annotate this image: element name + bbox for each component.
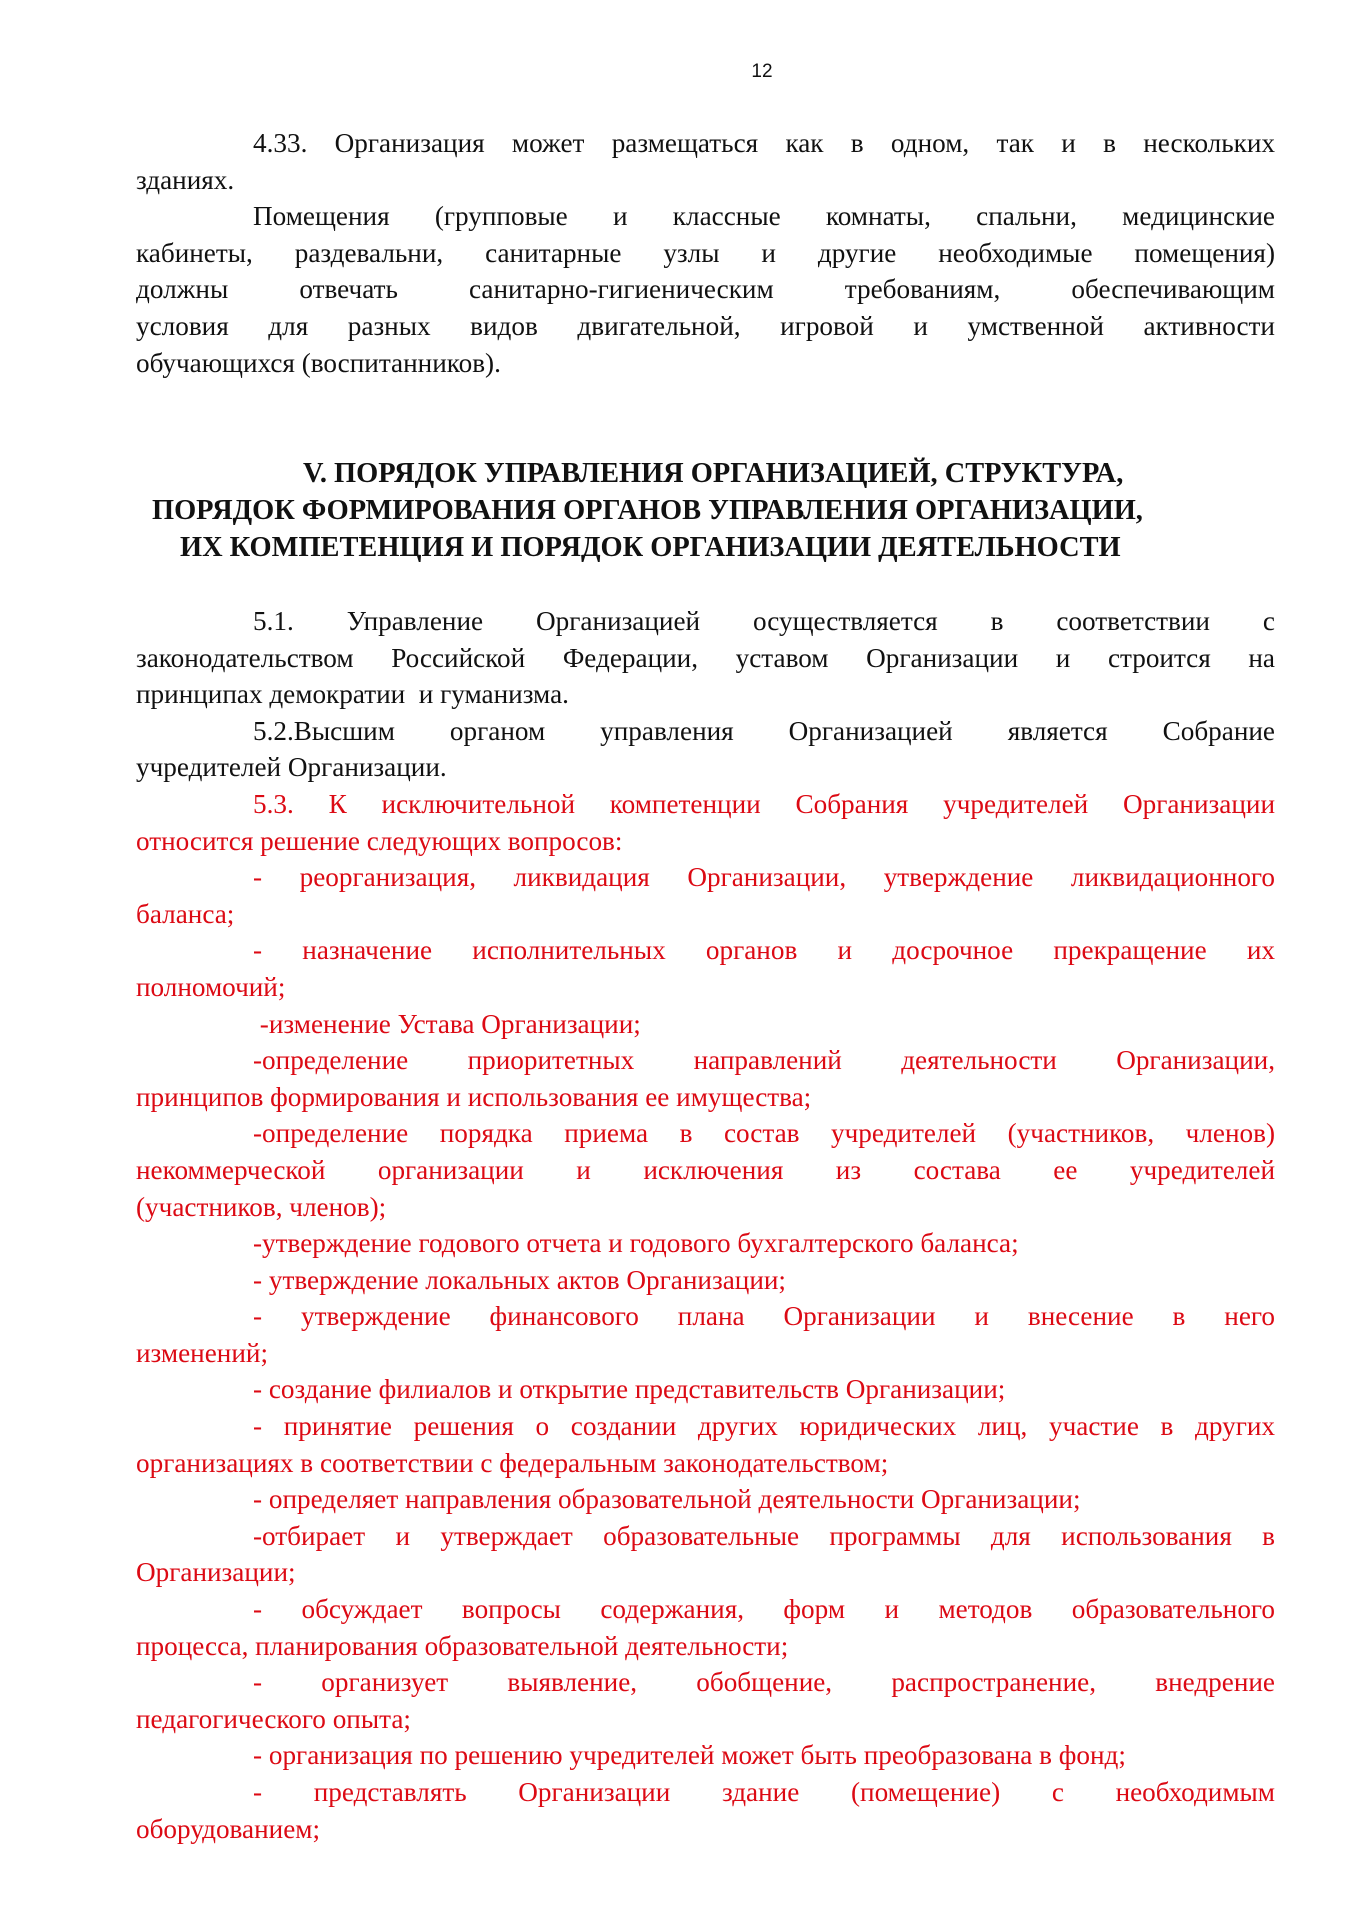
section-heading-line: ИХ КОМПЕТЕНЦИЯ И ПОРЯДОК ОРГАНИЗАЦИИ ДЕЯТЕЛЬНОСТИ <box>180 532 1121 563</box>
page-number: 12 <box>751 61 773 82</box>
text-line: 4.33. Организация может размещаться как в одном, так и в нескольких <box>253 128 1275 158</box>
clause-5-3: 5.3. К исключительной компетенции Собрания учредителей Организации <box>253 788 1275 819</box>
text-line: законодательством Российской Федерации, уставом Организации и строится на <box>136 642 1275 673</box>
text-line: зданиях. <box>136 164 235 195</box>
text-line: оборудованием; <box>136 1813 321 1844</box>
section-heading-line: V. ПОРЯДОК УПРАВЛЕНИЯ ОРГАНИЗАЦИЕЙ, СТРУКТУРА, <box>303 458 1124 489</box>
list-item: - организует выявление, обобщение, распространение, внедрение <box>253 1667 1275 1698</box>
list-item: - создание филиалов и открытие представительств Организации; <box>253 1374 1006 1405</box>
text-line: условия для разных видов двигательной, игровой и умственной активности <box>136 310 1275 341</box>
text-line: полномочий; <box>136 971 286 1002</box>
list-item: - утверждение локальных актов Организации; <box>253 1264 786 1295</box>
text-line: (участников, членов); <box>136 1191 387 1222</box>
list-item: - определяет направления образовательной деятельности Организации; <box>253 1484 1081 1515</box>
list-item: - назначение исполнительных органов и досрочное прекращение их <box>253 935 1275 966</box>
text-line: процесса, планирования образовательной деятельности; <box>136 1630 789 1661</box>
text-line: должны отвечать санитарно-гигиеническим требованиям, обеспечивающим <box>136 274 1275 305</box>
list-item: - организация по решению учредителей может быть преобразована в фонд; <box>253 1740 1126 1771</box>
list-item: -изменение Устава Организации; <box>253 1008 641 1039</box>
list-item: -определение приоритетных направлений деятельности Организации, <box>253 1045 1275 1076</box>
text-line: баланса; <box>136 898 235 929</box>
section-heading-line: ПОРЯДОК ФОРМИРОВАНИЯ ОРГАНОВ УПРАВЛЕНИЯ ОРГАНИЗАЦИИ, <box>152 495 1143 526</box>
list-item: -отбирает и утверждает образовательные программы для использования в <box>253 1520 1275 1551</box>
text-line: организациях в соответствии с федеральным законодательством; <box>136 1447 889 1478</box>
list-item: - утверждение финансового плана Организации и внесение в него <box>253 1301 1275 1332</box>
paragraph-4-33 <box>136 125 1275 381</box>
text-line: кабинеты, раздевальни, санитарные узлы и другие необходимые помещения) <box>136 237 1275 268</box>
text-line: принципах демократии и гуманизма. <box>136 679 569 710</box>
list-item: - принятие решения о создании других юридических лиц, участие в других <box>253 1411 1275 1442</box>
list-item: -определение порядка приема в состав учредителей (участников, членов) <box>253 1118 1275 1149</box>
list-item: - реорганизация, ликвидация Организации, утверждение ликвидационного <box>253 862 1275 893</box>
section-5-body <box>136 603 1275 1847</box>
text-line: обучающихся (воспитанников). <box>136 347 501 378</box>
list-item: - представлять Организации здание (помещение) с необходимым <box>253 1777 1275 1807</box>
list-item: - обсуждает вопросы содержания, форм и методов образовательного <box>253 1594 1275 1625</box>
text-line: педагогического опыта; <box>136 1703 411 1734</box>
text-line: некоммерческой организации и исключения из состава ее учредителей <box>136 1154 1275 1185</box>
text-line: относится решение следующих вопросов: <box>136 825 623 856</box>
text-line: Организации; <box>136 1557 296 1588</box>
list-item: -утверждение годового отчета и годового бухгалтерского баланса; <box>253 1228 1019 1259</box>
clause-5-2: 5.2.Высшим органом управления Организацией является Собрание <box>253 715 1275 746</box>
text-line: Помещения (групповые и классные комнаты, спальни, медицинские <box>253 201 1275 232</box>
text-line: принципов формирования и использования ее имущества; <box>136 1081 812 1112</box>
text-line: учредителей Организации. <box>136 752 447 783</box>
text-line: изменений; <box>136 1337 268 1368</box>
clause-5-1: 5.1. Управление Организацией осуществляется в соответствии с <box>253 606 1275 636</box>
